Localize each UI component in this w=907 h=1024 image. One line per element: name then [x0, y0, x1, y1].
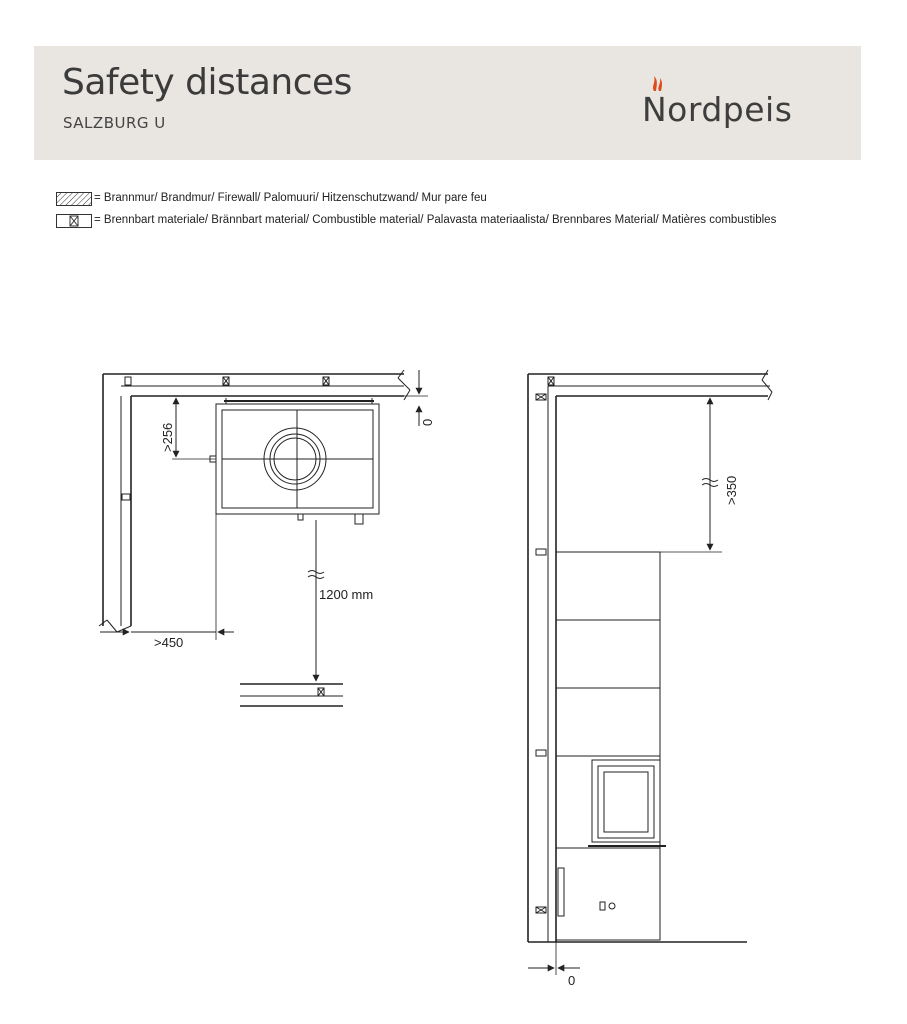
- legend-combustible-label: = Brennbart materiale/ Brännbart material/ Combustible material/ Palavasta materiaalista/ Brennbares Material/ Matières combustibles: [94, 214, 777, 226]
- model-name: SALZBURG U: [63, 114, 166, 132]
- elevation-dim-bottom-label: 0: [568, 973, 576, 988]
- elevation-dim-top: [660, 396, 722, 552]
- plan-dim-side-label: >256: [160, 422, 175, 452]
- plan-dim-back-label: 0: [420, 418, 435, 426]
- plan-front-wall: [240, 684, 343, 706]
- elevation-dim-top-label: >350: [724, 475, 739, 505]
- brand-logo: Nordpeis: [642, 90, 793, 129]
- plan-view: [99, 370, 428, 706]
- plan-dim-front-label: 1200 mm: [319, 587, 374, 602]
- elevation-ceiling: [528, 370, 772, 400]
- plan-dim-corner-label: >450: [154, 635, 184, 650]
- legend-firewall-label: = Brannmur/ Brandmur/ Firewall/ Palomuuri/ Hitzenschutzwand/ Mur pare feu: [94, 192, 487, 204]
- elevation-view: [528, 370, 772, 975]
- elevation-wall: [528, 374, 556, 942]
- page-title: Safety distances: [62, 62, 352, 103]
- plan-stove: [210, 398, 379, 524]
- elevation-stove: [556, 552, 666, 940]
- plan-dim-back: [404, 370, 428, 426]
- plan-dim-corner: [100, 514, 234, 640]
- plan-side-wall: [99, 374, 131, 632]
- elevation-dim-bottom: [528, 942, 580, 975]
- plan-back-wall: [103, 370, 410, 400]
